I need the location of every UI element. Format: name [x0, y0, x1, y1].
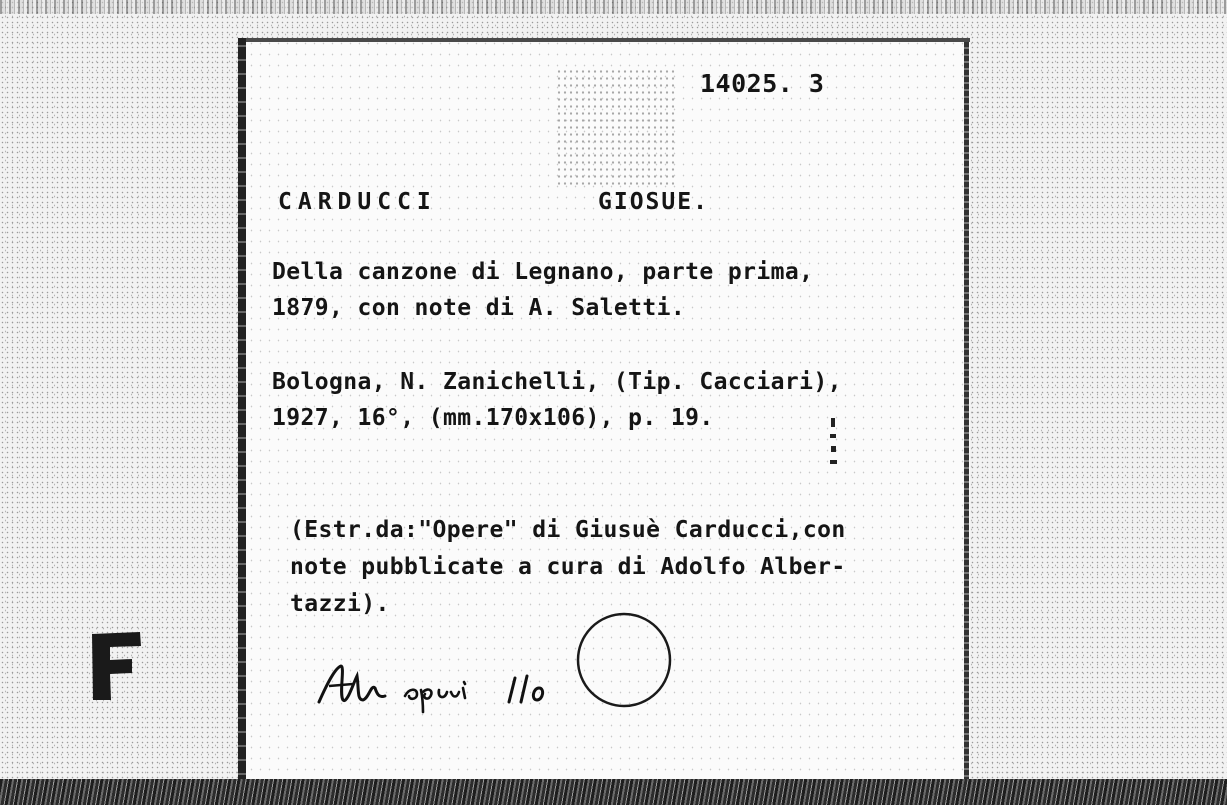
margin-letter-f — [86, 630, 146, 702]
note-line: tazzi). — [290, 591, 390, 617]
catalog-card — [238, 38, 970, 786]
author-first-name: GIOSUE. — [598, 189, 709, 215]
imprint-line: 1927, 16°, (mm.170x106), p. 19. — [272, 405, 714, 431]
pencil-margin-mark — [828, 416, 840, 472]
scan-top-edge — [0, 0, 1227, 14]
note-line: (Estr.da:"Opere" di Giusuè Carducci,con — [290, 517, 846, 543]
ink-speckle — [556, 68, 676, 188]
card-right-edge — [964, 42, 969, 786]
author-surname: CARDUCCI — [278, 189, 437, 215]
stamp-circle — [574, 610, 674, 710]
imprint-line: Bologna, N. Zanichelli, (Tip. Cacciari), — [272, 369, 842, 395]
note-line: note pubblicate a cura di Adolfo Alber- — [290, 554, 846, 580]
card-top-edge — [246, 38, 970, 42]
scan-bottom-edge — [0, 779, 1227, 805]
title-line: 1879, con note di A. Saletti. — [272, 295, 686, 321]
inventory-number: 14025. 3 — [700, 69, 825, 98]
card-left-edge — [238, 38, 246, 786]
title-line: Della canzone di Legnano, parte prima, — [272, 259, 814, 285]
handwritten-note — [313, 654, 583, 714]
